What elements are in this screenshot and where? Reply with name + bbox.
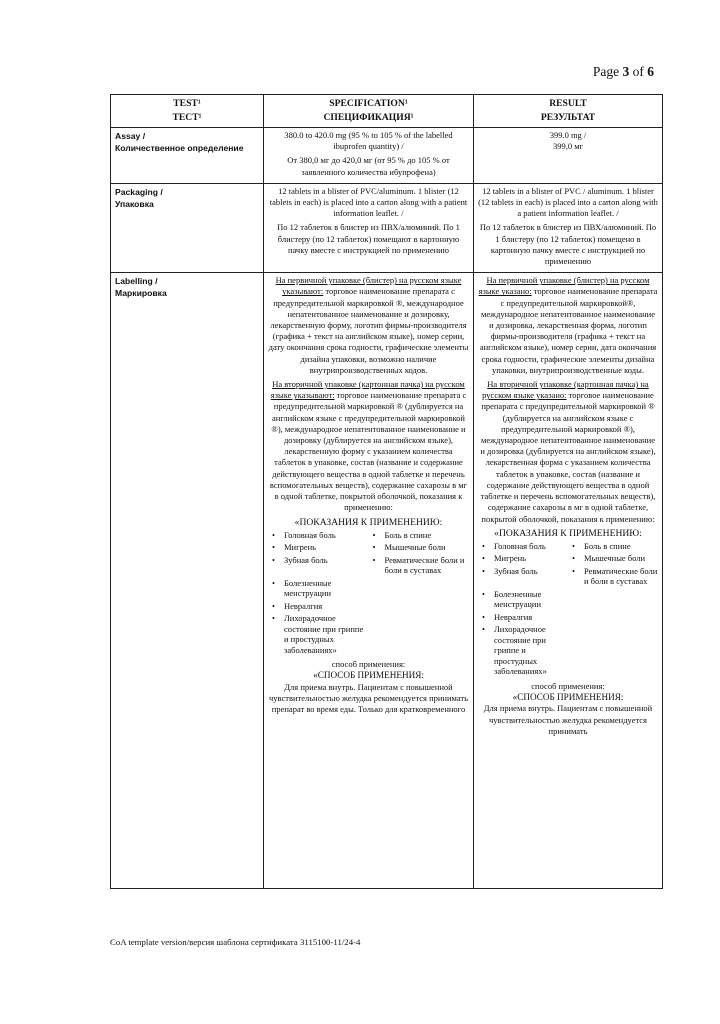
test-assay: Assay / Количественное определение [111,128,264,184]
table-row-labelling [111,273,663,889]
list-item: • Головная боль [478,541,568,552]
certificate-table [110,94,663,889]
spec-packaging: 12 tablets in a blister of PVC/aluminum. 1 blister (12 tablets in each) is placed into a carton along with a patient information leaflet. / По 12 таблеток в блистер из ПВХ/алюминий. По 1 блистеру (по 12 таблеток) помещают в картонную пачку вместе с инструкцией по применению [264,183,474,272]
test-packaging: Packaging / Упаковка [111,183,264,272]
list-item: • Лихорадочное состояние при гриппе и простудных заболеваниях» [268,613,369,655]
method-text: Для приема внутрь. Пациентам с повышенной чувствительностью желудка рекомендуется принимать препарат во время еды. Только для кратковременного [269,681,468,715]
header-specification: SPECIFICATION¹ СПЕЦИФИКАЦИЯ¹ [264,95,474,128]
list-item: • Боль в спине [568,541,658,552]
list-item: • Мышечные боли [568,553,658,564]
list-item: • Невралгия [478,612,568,623]
list-item: • Боль в спине [369,530,470,541]
result-packaging: 12 tablets in a blister of PVC / aluminum. 1 blister (12 tablets in each) is placed into a carton along with a patient information leaflet. / По 12 таблеток в блистер из ПВХ/алюминий. По 1 блистеру (по 12 таблеток) помещено в картонную пачку вместе с инструкцией по применению [474,183,663,272]
header-result: RESULT РЕЗУЛЬТАТ [474,95,663,128]
list-item: • Зубная боль [268,555,369,576]
list-item: • Мышечные боли [369,542,470,553]
table-row-packaging [111,183,663,272]
list-item: • Болезненные менструации [268,578,369,599]
header-test: TEST¹ ТЕСТ¹ [111,95,264,128]
indications-title: «ПОКАЗАНИЯ К ПРИМЕНЕНИЮ: [294,516,443,528]
list-item: • Мигрень [268,542,369,553]
indications-list [268,530,469,658]
list-item: • Зубная боль [478,566,568,587]
table-row-assay [111,128,663,184]
list-item: • Мигрень [478,553,568,564]
result-assay: 399.0 mg / 399,0 мг [474,128,663,184]
list-item: • Лихорадочное состояние при гриппе и простудных заболеваниях» [478,624,568,677]
list-item: • Головная боль [268,530,369,541]
list-item: • Ревматические боли и боли в суставах [568,566,658,587]
method-title: «СПОСОБ ПРИМЕНЕНИЯ: [512,692,624,703]
result-labelling: На первичной упаковке (блистер) на русском языке указано: торговое наименование препарата с предупредительной маркировкой®, международное непатентованное наименование и дозировка, лекарственная форма, логотип фирмы-производителя (графика + текст на английском языке), номер серии, дата окончания срока годности, графические элементы дизайна упаковки, внутрипроизводственные коды. На вторичной упаковке (картонная пачка) на русском языке указано: торговое наименование препарата с предупредительной маркировкой ® (дублируется на английском языке с предупредительной маркировкой ®), международное непатентованное наименование и дозировка (дублируется на английском языке), лекарственная форма с указанием количества таблеток в упаковке, состав (название и содержание действующего вещества в одной таблетке и перечень вспомогательных веществ), содержание сахарозы в мг в одной таблетке, покрытой оболочкой, показания к применению: «ПОКАЗАНИЯ К ПРИМЕНЕНИЮ: • Головная боль • Боль в спине • Мигрень • Мышечные боли • Зубная боль • Ревматические боли и боли в суставах • Болезненные менструации • Невралгия • Лихорадочное состояние при гриппе и простудных заболеваниях» способ применения: «СПОСОБ ПРИМЕНЕНИЯ: Для приема внутрь. Пациентам с повышенной чувствительностью желудка рекомендуется принимать [474,273,663,889]
list-item: • Болезненные менструации [478,589,568,610]
method-title: «СПОСОБ ПРИМЕНЕНИЯ: [313,670,424,681]
test-labelling: Labelling / Маркировка [111,273,264,889]
spec-labelling: На первичной упаковке (блистер) на русском языке указывают: торговое наименование препарата с предупредительной маркировкой ®, международное непатентованное наименование и дозировку, лекарственную форму, логотип фирмы-производителя (графика + текст на английском языке), номер серии, дату окончания срока годности, графические элементы дизайна упаковки, возможно наличие внутрипроизводственных кодов. На вторичной упаковке (картонная пачка) на русском языке указывают: торговое наименование препарата с предупредительной маркировкой ® (дублируется на английском языке с предупредительной маркировкой ®), международное непатентованное наименование и дозировку (дублируется на английском языке), лекарственную форму с указанием количества таблеток в упаковке, состав (название и содержание действующего вещества в одной таблетке и перечень вспомогательных веществ), содержание сахарозы в мг в одной таблетке, покрытой оболочкой, показания к применению: «ПОКАЗАНИЯ К ПРИМЕНЕНИЮ: • Головная боль • Боль в спине • Мигрень • Мышечные боли • Зубная боль • Ревматические боли и боли в суставах • Болезненные менструации • Невралгия • Лихорадочное состояние при гриппе и простудных заболеваниях» способ применения: «СПОСОБ ПРИМЕНЕНИЯ: Для приема внутрь. Пациентам с повышенной чувствительностью желудка рекомендуется принимать препарат во время еды. Только для кратковременного [264,273,474,889]
method-text: Для приема внутрь. Пациентам с повышенной чувствительностью желудка рекомендуется принимать [483,703,653,736]
table-header-row [111,95,663,128]
template-version-footer: CoA template version/версия шаблона сертификата 3115100-11/24-4 [110,937,361,947]
method-label: способ применения: [331,659,406,670]
list-item: • Невралгия [268,601,369,612]
method-label: способ применения: [531,680,605,691]
list-item: • Ревматические боли и боли в суставах [369,555,470,576]
page-number: Page 3 of 6 [592,64,654,79]
spec-assay: 380.0 to 420.0 mg (95 % to 105 % of the labelled ibuprofen quantity) / От 380,0 мг до 420,0 мг (от 95 % до 105 % от заявленного количества ибупрофена) [264,128,474,184]
indications-title: «ПОКАЗАНИЯ К ПРИМЕНЕНИЮ: [494,527,642,539]
indications-list [478,541,658,679]
